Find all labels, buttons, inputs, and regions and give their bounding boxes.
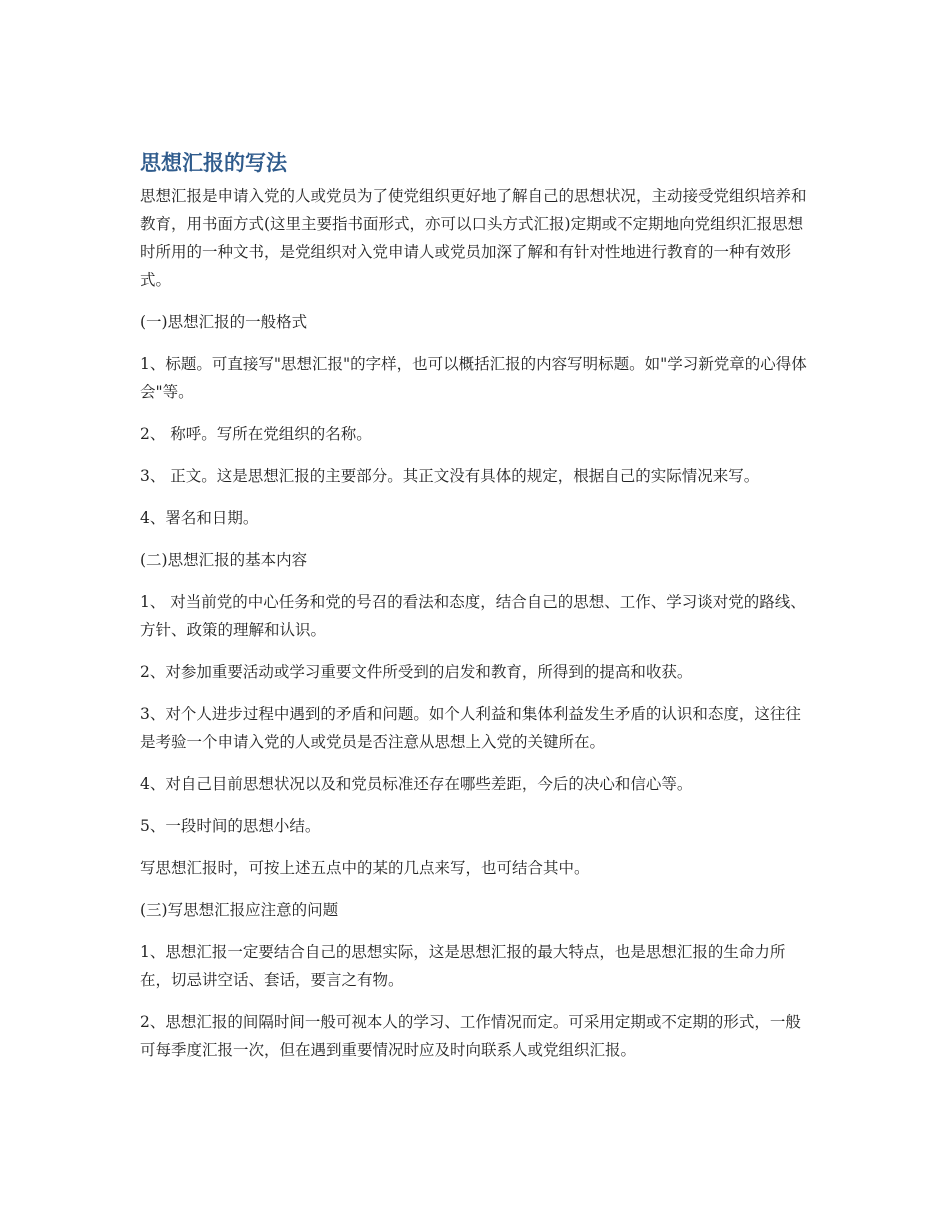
paragraph-notes-1: 1、思想汇报一定要结合自己的思想实际，这是思想汇报的最大特点，也是思想汇报的生命力所在，切忌讲空话、套话，要言之有物。: [140, 943, 786, 989]
paragraph-format-4: 4、署名和日期。: [140, 509, 259, 527]
paragraph-format-2: 2、 称呼。写所在党组织的名称。: [140, 425, 372, 443]
document-title: 思想汇报的写法: [140, 151, 287, 175]
document-page: [140, 148, 808, 1078]
paragraph-content-2: 2、对参加重要活动或学习重要文件所受到的启发和教育，所得到的提高和收获。: [140, 663, 693, 681]
paragraph-content-5: 5、一段时间的思想小结。: [140, 817, 321, 835]
paragraph-notes-2: 2、思想汇报的间隔时间一般可视本人的学习、工作情况而定。可采用定期或不定期的形式，一般可每季度汇报一次，但在遇到重要情况时应及时向联系人或党组织汇报。: [140, 1013, 801, 1059]
paragraph-content-1: 1、 对当前党的中心任务和党的号召的看法和态度，结合自己的思想、工作、学习谈对党的路线、方针、政策的理解和认识。: [140, 593, 806, 639]
section-heading-content: (二)思想汇报的基本内容: [140, 551, 308, 569]
paragraph-content-summary: 写思想汇报时，可按上述五点中的某的几点来写，也可结合其中。: [140, 859, 590, 877]
section-heading-notes: (三)写思想汇报应注意的问题: [140, 901, 339, 919]
paragraph-content-3: 3、对个人进步过程中遇到的矛盾和问题。如个人利益和集体利益发生矛盾的认识和态度，这往往是考验一个申请入党的人或党员是否注意从思想上入党的关键所在。: [140, 705, 801, 751]
paragraph-format-3: 3、 正文。这是思想汇报的主要部分。其正文没有具体的规定，根据自己的实际情况来写。: [140, 467, 760, 485]
paragraph-intro: 思想汇报是申请入党的人或党员为了使党组织更好地了解自己的思想状况，主动接受党组织培养和教育，用书面方式(这里主要指书面形式，亦可以口头方式汇报)定期或不定期地向党组织汇报思想时所用的一种文书，是党组织对入党申请人或党员加深了解和有针对性地进行教育的一种有效形式。: [140, 187, 807, 289]
paragraph-format-1: 1、标题。可直接写"思想汇报"的字样，也可以概括汇报的内容写明标题。如"学习新党章的心得体会"等。: [140, 355, 807, 401]
paragraph-content-4: 4、对自己目前思想状况以及和党员标准还存在哪些差距，今后的决心和信心等。: [140, 775, 693, 793]
section-heading-format: (一)思想汇报的一般格式: [140, 313, 308, 331]
